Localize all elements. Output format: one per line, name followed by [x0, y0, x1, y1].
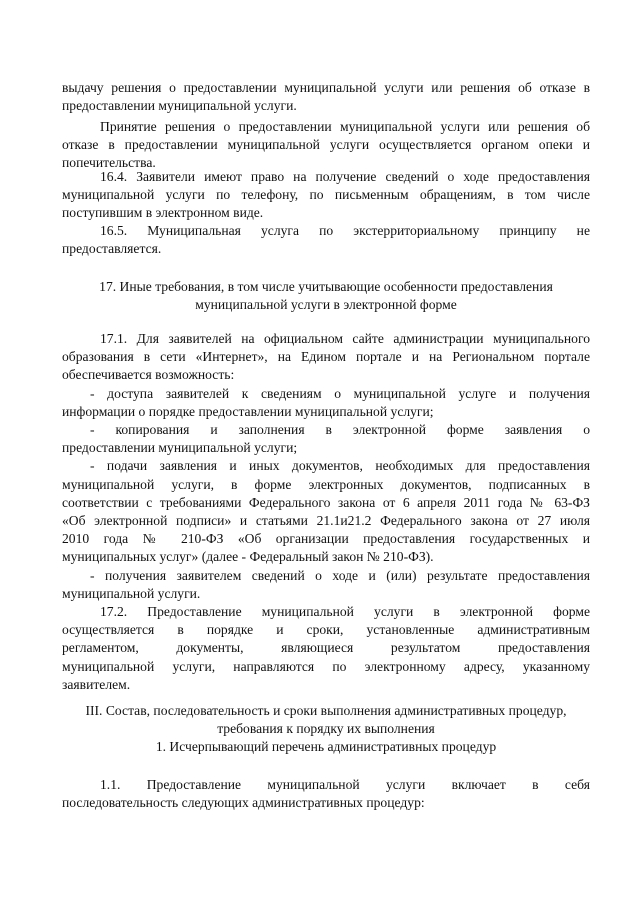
- text-line: предоставлении муниципальной услуги.: [62, 98, 297, 114]
- text-line: 2010 года № 210-ФЗ «Об организации предоставления государственных и: [62, 531, 590, 547]
- paragraph-16-4: [62, 168, 590, 223]
- heading-line: 17. Иные требования, в том числе учитывающие особенности предоставления: [99, 279, 553, 294]
- text-line: Принятие решения о предоставлении муниципальной услуги или решения об: [100, 119, 590, 134]
- text-line: осуществляется в порядке и сроки, установленные административным: [62, 622, 590, 638]
- text-line: выдачу решения о предоставлении муниципальной услуги или решения об отказе в: [62, 80, 590, 95]
- text-line: обеспечивается возможность:: [62, 367, 235, 383]
- text-line: муниципальной услуги, в форме электронных документов, подписанных в: [62, 476, 590, 492]
- text-line: 17.2. Предоставление муниципальной услуги в электронной форме: [100, 604, 590, 619]
- text-line: регламентом, документы, являющиеся результатом предоставления: [62, 640, 590, 656]
- text-line: поступившим в электронном виде.: [62, 205, 264, 221]
- text-line: предоставляется.: [62, 241, 162, 257]
- text-line: образования в сети «Интернет», на Едином портале и на Региональном портале: [62, 349, 590, 365]
- heading-line: 1. Исчерпывающий перечень административных процедур: [155, 739, 497, 754]
- paragraph-17-1: [62, 330, 590, 603]
- text-line: - получения заявителем сведений о ходе и (или) результате предоставления: [90, 567, 590, 583]
- subsection-heading-1: [62, 738, 590, 756]
- text-line: «Об электронной подписи» и статьями 21.1и21.2 Федерального закона от 27 июля: [62, 512, 590, 528]
- text-line: муниципальной услуги.: [62, 585, 201, 601]
- text-line: - копирования и заполнения в электронной форме заявления о: [90, 421, 590, 437]
- heading-line: муниципальной услуги в электронной форме: [195, 297, 457, 313]
- heading-line: требования к порядку их выполнения: [217, 721, 435, 737]
- paragraph-1-1: [62, 776, 590, 812]
- text-line: муниципальной услуги, направляются по электронному адресу, указанному: [62, 658, 590, 674]
- text-line: - доступа заявителей к сведениям о муниципальной услуге и получения: [90, 385, 590, 401]
- text-line: предоставлении муниципальной услуги;: [62, 440, 298, 456]
- text-line: 1.1. Предоставление муниципальной услуги включает в себя: [100, 777, 590, 792]
- section-heading-iii: [52, 702, 600, 738]
- text-line: муниципальной услуги по телефону, по письменным обращениям, в том числе: [62, 187, 590, 203]
- text-line: попечительства.: [62, 155, 156, 171]
- text-line: соответствии с требованиями Федерального закона от 6 апреля 2011 года № 63-ФЗ: [62, 494, 590, 510]
- text-line: 17.1. Для заявителей на официальном сайте администрации муниципального: [100, 331, 590, 346]
- heading-line: III. Состав, последовательность и сроки выполнения административных процедур,: [85, 703, 567, 718]
- text-line: заявителем.: [62, 676, 131, 692]
- text-line: отказе в предоставлении муниципальной услуги осуществляется органом опеки и: [62, 137, 590, 153]
- paragraph-decision-issue: [62, 79, 590, 115]
- text-line: муниципальных услуг» (далее - Федеральный закон № 210-ФЗ).: [62, 549, 434, 565]
- text-line: последовательность следующих административных процедур:: [62, 795, 425, 811]
- text-line: 16.4. Заявители имеют право на получение сведений о ходе предоставления: [100, 169, 590, 184]
- section-heading-17: [62, 278, 590, 314]
- text-line: информации о порядке предоставлении муниципальной услуги;: [62, 403, 434, 419]
- text-line: - подачи заявления и иных документов, необходимых для предоставления: [90, 458, 590, 474]
- paragraph-decision-authority: [62, 118, 590, 173]
- paragraph-16-5: [62, 222, 590, 258]
- paragraph-17-2: [62, 603, 590, 694]
- text-line: 16.5. Муниципальная услуга по экстерриториальному принципу не: [100, 223, 590, 238]
